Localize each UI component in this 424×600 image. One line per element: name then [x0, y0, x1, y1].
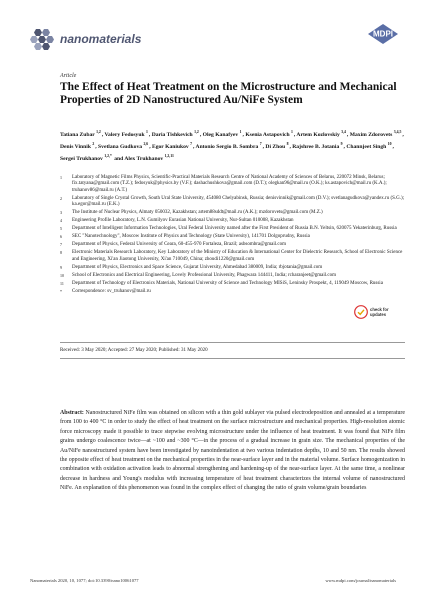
affiliation-number: 2: [60, 195, 62, 201]
check-updates-line1: check for: [370, 307, 389, 312]
author-affiliation-ref: 1,2: [194, 130, 199, 134]
author-name[interactable]: Di Zhou $^8$,: [265, 141, 293, 150]
author-list: [60, 128, 405, 164]
check-updates-label: [370, 307, 389, 317]
affiliation-item: [60, 226, 405, 232]
affiliation-number: 4: [60, 218, 62, 224]
affiliation-number: *: [60, 288, 62, 294]
affiliation-number: 11: [60, 280, 64, 286]
affiliation-text: Laboratory of Magnetic Films Physics, Scientific-Practical Materials Research Centre of National Academy of Sciences of Belarus, 220072 Minsk, Belarus; fix.tatyana@gmail.com (T.Z.); fedosyuk@physics.by (V.F.); dashachushkova@gmail.com (D.T.); olegkan96@mail.ru (O.K.); ks.astapovich@mail.ru (K.A.); truhanov86@mail.ru (A.T.): [72, 175, 387, 193]
divider: [60, 342, 405, 343]
author-affiliation-ref: 2: [92, 141, 95, 146]
affiliation-item: [60, 242, 405, 248]
abstract-label: Abstract:: [60, 410, 84, 416]
author-name[interactable]: Tatiana Zubar $^{1,2}$,: [60, 130, 105, 138]
affiliation-list: [60, 175, 405, 297]
affiliation-number: 10: [60, 272, 64, 278]
affiliation-number: 1: [60, 175, 62, 180]
journal-url[interactable]: www.mdpi.com/journal/nanomaterials: [325, 578, 396, 583]
check-updates-icon: [354, 305, 368, 319]
author-affiliation-ref: 1: [239, 130, 242, 134]
journal-logo[interactable]: [30, 28, 141, 50]
author-affiliation-ref: 1: [291, 130, 293, 134]
affiliation-item: [60, 273, 405, 279]
author-affiliation-ref: 1,2: [96, 130, 101, 134]
affiliation-item: [60, 289, 405, 295]
affiliation-item: [60, 250, 405, 263]
author-affiliation-ref: 1,2,11: [164, 153, 174, 158]
divider: [60, 358, 405, 359]
author-affiliation-ref: 8: [286, 141, 289, 146]
author-affiliation-ref: 1,2,*: [104, 153, 112, 158]
author-name[interactable]: Sergei Trukhanov $^{1,2,*}$: [60, 153, 112, 162]
article-type: Article: [60, 73, 77, 79]
author-name[interactable]: Svetlana Gudkova $^{2,6}$,: [98, 141, 152, 150]
affiliation-number: 6: [60, 234, 62, 240]
hexagon-cluster-icon: [30, 28, 54, 50]
author-affiliation-ref: 7: [190, 141, 193, 146]
author-name[interactable]: Daria Tishkevich $^{1,2}$,: [151, 130, 203, 138]
author-name[interactable]: Channjeet Singh $^{10}$,: [346, 141, 394, 150]
mdpi-logo[interactable]: [368, 24, 398, 49]
author-name[interactable]: Maxim Zdorovets $^{3,4,5}$,: [349, 130, 404, 138]
affiliation-text: School of Electronics and Electrical Engineering, Lovely Professional University, Phagwara 144411, India; rcharanjeet@gmail.com: [72, 272, 337, 278]
author-name[interactable]: Rajshree B. Jotania $^9$,: [292, 141, 347, 150]
author-name[interactable]: Oleg Kanafyev $^1$,: [202, 130, 246, 138]
author-name[interactable]: Ksenia Astapovich $^1$,: [245, 130, 297, 138]
author-affiliation-ref: 2,6: [143, 141, 149, 146]
affiliation-number: 7: [60, 242, 62, 248]
affiliation-text: The Institute of Nuclear Physics, Almaty 050032, Kazakhstan; artem88sddt@mail.ru (A.K.); mzdorovets@gmail.com (M.Z.): [72, 210, 323, 216]
affiliation-item: [60, 265, 405, 271]
publisher-name: MDPI: [373, 29, 393, 39]
affiliation-text: Laboratory of Single Crystal Growth, South Ural State University, 454080 Chelyabinsk, Russia; denisvinnik@gmail.com (D.V.); svetlanagudkova@yandex.ru (S.G.); ka.egor@mail.ru (E.K.): [72, 195, 405, 208]
check-for-updates-badge[interactable]: [354, 305, 389, 319]
article-title: The Effect of Heat Treatment on the Microstructure and Mechanical Properties of 2D Nanostructured Au/NiFe System: [60, 81, 397, 106]
affiliation-text: Department of Intelligent Information Technologies, Ural Federal University named after the First President of Russia B.N. Yeltsin, 620075 Yekaterinburg, Russia: [72, 226, 397, 232]
abstract-text: Nanostructured NiFe film was obtained on silicon with a thin gold sublayer via pulsed electrodeposition and annealed at a temperature from 100 to 400 °C in order to study the effect of heat treatment on the surface microstructure and mechanical properties. High-resolution atomic force microscopy made it possible to trace stepwise evolving microstructure under the influence of heat treatment. It was found that NiFe film grains undergo coalescence twice—at ~100 and ~300 °C—in the process of a gradual increase in grain size. The mechanical properties of the Au/NiFe nanostructured system have been investigated by nanoindentation at two various indentation depths, 10 and 50 nm. The results showed the opposite effect of heat treatment on the mechanical properties in the near-surface layer and in the material volume. Surface homogenization in combination with oxidation activation leads to abnormal strengthening and hardening-up of the near-surface layer. At the same time, a nonlinear decrease in hardness and Young's modulus with increasing temperature of heat treatment characterizes the internal volume of nanostructured NiFe. An explanation of this phenomenon was found in the complex effect of changing the ratio of grain volume/grain boundaries: [60, 410, 406, 492]
author-affiliation-ref: 10: [387, 141, 392, 146]
affiliation-number: 3: [60, 210, 62, 216]
affiliation-text: Department of Physics, Electronics and Space Science, Gujarat University, Ahmedabad 380009, India; rbjotania@gmail.com: [72, 264, 323, 270]
affiliation-text: Department of Physics, Federal University of Ceara, 60-455-970 Fortaleza, Brazil; asbsombra@gmail.com: [72, 242, 286, 248]
affiliation-item: [60, 234, 405, 240]
affiliation-text: Correspondence: sv_truhanov@mail.ru: [72, 288, 151, 294]
author-name[interactable]: Denis Vinnik $^2$,: [60, 141, 99, 150]
mdpi-logo-icon: [368, 24, 398, 44]
author-name[interactable]: Antonio Sergio B. Sombra $^7$,: [195, 141, 266, 150]
publication-dates: Received: 3 May 2020; Accepted: 27 May 2020; Published: 31 May 2020: [60, 348, 208, 353]
author-affiliation-ref: 1: [145, 130, 148, 134]
affiliation-text: SEC "Nanotechnology", Moscow Institute of Physics and Technology (State University), 141701 Dolgoprudny, Russia: [72, 234, 310, 240]
affiliation-item: [60, 218, 405, 224]
author-name[interactable]: and Alex Trukhanov $^{1,2,11}$: [114, 153, 174, 162]
journal-name: nanomaterials: [60, 32, 142, 46]
affiliation-text: Engineering Profile Laboratory, L.N. Gumilyov Eurasian National University, Nur-Sultan 010008, Kazakhstan: [72, 218, 294, 224]
affiliation-text: Electronic Materials Research Laboratory, Key Laboratory of the Ministry of Education & International Center for Dielectric Research, School of Electronic Science and Engineering, Xi'an Jiaotong University, Xi'an 710049, China; zhoudi1220@gmail.com: [72, 250, 403, 262]
author-affiliation-ref: 7: [259, 141, 262, 146]
author-name[interactable]: Egor Kaniukov $^7$,: [151, 141, 196, 150]
author-name[interactable]: Valery Fedosyuk $^1$,: [104, 130, 152, 138]
affiliation-number: 9: [60, 264, 62, 270]
author-name[interactable]: Artem Kozlovskiy $^{3,4}$,: [296, 130, 350, 138]
affiliation-item: [60, 281, 405, 287]
citation-footer: Nanomaterials 2020, 10, 1077; doi:10.3390/nano10061077: [30, 578, 139, 583]
affiliation-item: [60, 210, 405, 216]
author-affiliation-ref: 9: [340, 141, 343, 146]
author-affiliation-ref: 3,4,5: [393, 130, 402, 134]
affiliation-item: [60, 175, 405, 194]
abstract: [60, 409, 405, 494]
affiliation-number: 8: [60, 250, 62, 256]
check-updates-line2: updates: [370, 312, 387, 317]
author-affiliation-ref: 3,4: [341, 130, 346, 134]
affiliation-number: 5: [60, 226, 62, 232]
affiliation-item: [60, 196, 405, 209]
affiliation-text: Department of Technology of Electronics Materials, National University of Science and Technology MISiS, Leninsky Prospekt, 4, 119049 Moscow, Russia: [72, 280, 383, 286]
